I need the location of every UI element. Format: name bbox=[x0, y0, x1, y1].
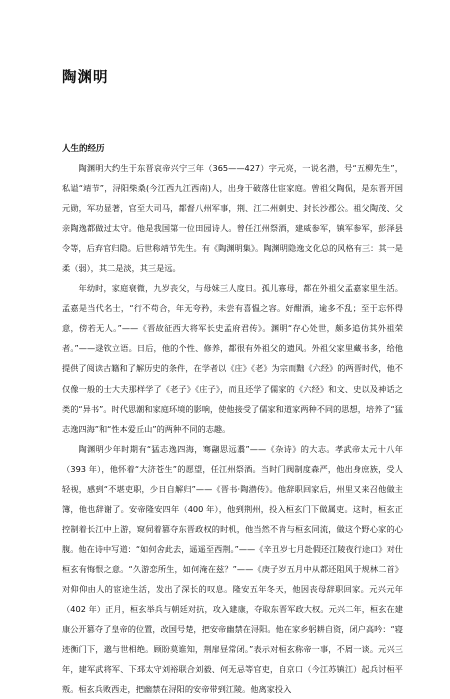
paragraph: 陶渊明少年时期有“猛志逸四海，骞翮思远翥”——《杂诗》的大志。孝武帝太元十八年（393 年），他怀着“大济苍生”的愿望，任江州祭酒。当时门阀制度森严，他出身庶族，受人轻视，感到“不堪吏职，少日自解归”——《晋书·陶潜传》。他辞职回家后，州里又来召他做主簿，他也辞谢了。安帝隆安四年（400 年），他到荆州，投入桓玄门下做属吏。这时，桓玄正控制着长江中上游，窥伺着篡夺东晋政权的时机，他当然不肯与桓玄同流，做这个野心家的心腹。他在诗中写道：“如何舍此去，遥遥至西荆。”——《辛丑岁七月赴假还江陵夜行途口》对仕桓玄有悔恨之意。“久游恋所生，如何淹在兹？”——《庚子岁五月中从都还阻风于规林二首》对仰仰由人的宦途生活，发出了深长的叹息。隆安五年冬天，他因丧母辞职回家。元兴元年（402 年）正月，桓玄举兵与朝廷对抗，攻入建康，夺取东晋军政大权。元兴二年，桓玄在建康公开篡夺了皇帝的位置，改国号楚，把安帝幽禁在浔阳。他在家乡躬耕自资，闭户高吟：“寝迹衡门下，邈与世相绝。顾盼莫谁知，荆扉昼常闭。”表示对桓玄称帝一事，不屑一谈。元兴三年，建军武将军、下邳太守刘裕联合刘毅、何无忌等官吏，自京口（今江苏镇江）起兵讨桓平叛。桓玄兵败西走，把幽禁在浔阳的安帝带到江陵。他离家投入 bbox=[62, 443, 403, 695]
document-body bbox=[62, 158, 403, 699]
section-heading: 人生的经历 bbox=[62, 144, 105, 154]
page-title: 陶渊明 bbox=[62, 70, 109, 86]
paragraph: 年幼时，家庭衰微，九岁丧父，与母妹三人度日。孤儿寡母，都在外祖父孟嘉家里生活。孟嘉是当代名士，“行不苟合，年无夸矜，未尝有喜愠之容。好酣酒，逾多不乱；至于忘怀得意，傍若无人。”——《晋故征西大将军长史孟府君传》。渊明“存心处世，颇多追仿其外祖荣者。”——逯钦立语。日后，他的个性、修养，都很有外祖父的遗风。外祖父家里藏书多，给他提供了阅读古籍和了解历史的条件，在学者以《庄》《老》为宗而黜《六经》的两晋时代，他不仅像一般的士大夫那样学了《老子》《庄子》，而且还学了儒家的《六经》和文、史以及神话之类的“异书”。时代思潮和家庭环境的影响，使他接受了儒家和道家两种不同的思想，培养了“猛志逸四海”和“性本爱丘山”的两种不同的志趣。 bbox=[62, 283, 403, 434]
paragraph: 陶渊明大约生于东晋哀帝兴宁三年（365——427）字元亮，一说名潜，号“五柳先生”，私谥“靖节”，浔阳柴桑(今江西九江西南)人，出身于破落仕宦家庭。曾祖父陶侃，是东晋开国元勋，军功显著，官至大司马，都督八州军事，荆、江二州刺史、封长沙郡公。祖父陶茂、父亲陶逸都做过太守。他是我国第一位田园诗人。曾任江州祭酒，建威参军，镇军参军，彭泽县令等，后弃官归隐。后世称靖节先生。有《陶渊明集》。陶渊明隐逸文化总的风格有三：其一是柔（弱），其二是淡，其三是远。 bbox=[62, 163, 403, 274]
